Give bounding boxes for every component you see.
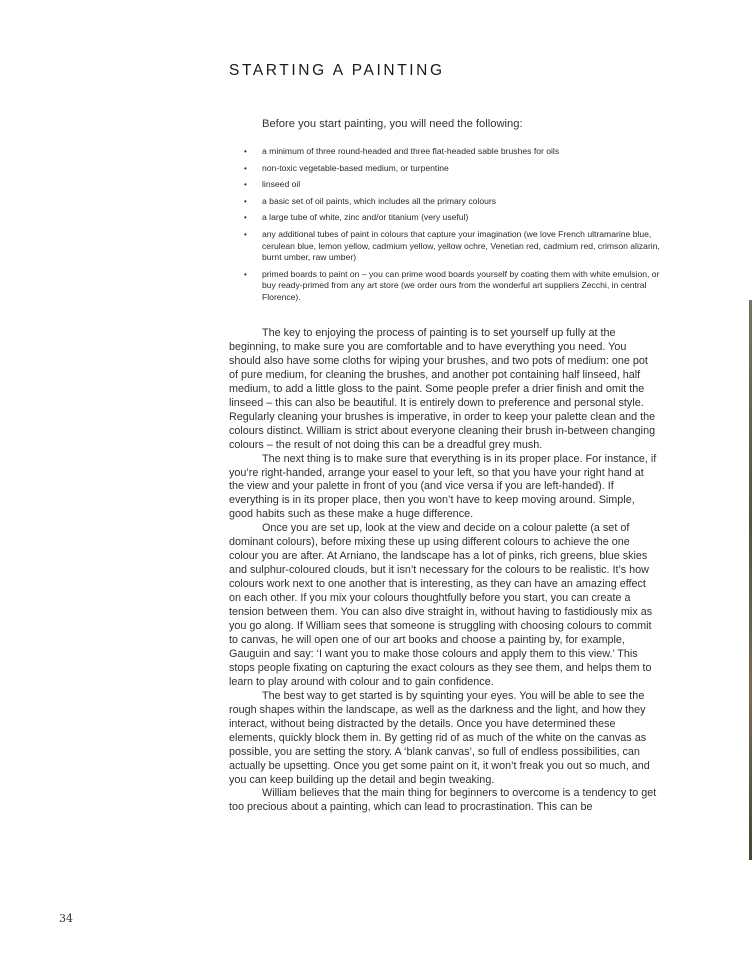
paragraph: William believes that the main thing for beginners to overcome is a tendency to get too precious about a painting, which can lead to procrastination. This can be xyxy=(229,787,657,814)
bullet-icon: • xyxy=(244,213,247,223)
page-number: 34 xyxy=(59,912,73,925)
list-item-text: any additional tubes of paint in colours that capture your imagination (we love French ultramarine blue, cerulean blue, lemon yellow, cadmium yellow, yellow ochre, Venetian red, cadmium red, crimson alizarin, burnt umber, raw umber) xyxy=(262,228,660,263)
list-item xyxy=(244,269,662,304)
body-text xyxy=(229,327,659,815)
list-item xyxy=(244,146,662,158)
paragraph: The next thing is to make sure that everything is in its proper place. For instance, if you’re right-handed, arrange your easel to your left, so that you have your right hand at the view and your palette in front of you (and vice versa if you are left-handed). If everything is in its proper place, then you won’t have to keep moving around. Simple, good habits such as these make a huge difference. xyxy=(229,452,657,521)
bullet-icon: • xyxy=(244,269,247,279)
page-title: STARTING A PAINTING xyxy=(229,62,445,79)
list-item xyxy=(244,212,662,224)
supplies-list xyxy=(244,146,662,309)
bullet-icon: • xyxy=(244,147,247,156)
bullet-icon: • xyxy=(244,196,247,206)
list-item-text: linseed oil xyxy=(262,179,301,190)
bullet-icon: • xyxy=(244,163,247,173)
paragraph: The best way to get started is by squinting your eyes. You will be able to see the rough shapes within the landscape, as well as the darkness and the light, and how they interact, without being distracted by the details. Once you have determined these elements, quickly block them in. By getting rid of as much of the white on the canvas as possible, you are setting the story. A ‘blank canvas’, so full of endless possibilities, can actually be upsetting. Once you get some paint on it, it won’t freak you out so much, and you can keep building up the detail and begin tweaking. xyxy=(229,689,650,786)
paragraph: Once you are set up, look at the view and decide on a colour palette (a set of dominant colours), before mixing these up using different colours to achieve the one colour you are after. At Arniano, the landscape has a lot of pinks, rich greens, blue skies and sulphur-coloured clouds, but it isn’t necessary for the colours to be realistic. It’s how colours work next to one another that is interesting, as they can have an amazing effect on each other. If you mix your colours thoughtfully before you start, you can create a tension between them. You can also dive straight in, without having to fastidiously mix as you go along. If William sees that someone is struggling with choosing colours to commit to canvas, he will open one of our art books and choose a painting by, for example, Gauguin and say: ‘I want you to make those colours and apply them to this view.’ This stops people fixating on capturing the exact colours as they see them, and helps them to learn to play around with colour and to gain confidence. xyxy=(229,522,653,688)
bullet-icon: • xyxy=(244,229,247,239)
intro-text: Before you start painting, you will need the following: xyxy=(262,118,523,130)
paragraph: The key to enjoying the process of painting is to set yourself up fully at the beginning, to make sure you are comfortable and to have everything you need. You should also have some cloths for wiping your brushes, and two pots of medium: one pot of pure medium, for cleaning the brushes, and another pot containing half linseed, half medium, to add a little gloss to the paint. Some people prefer a drier finish and omit the linseed – this can also be beautiful. It is entirely down to preference and personal style. Regularly cleaning your brushes is imperative, in order to keep your palette clean and the colours distinct. William is strict about everyone cleaning their brush in-between changing colours – the result of not doing this can be a dreadful grey mush. xyxy=(229,327,656,451)
list-item-text: a large tube of white, zinc and/or titanium (very useful) xyxy=(262,212,469,223)
list-item-text: primed boards to paint on – you can prime wood boards yourself by coating them with white emulsion, or buy ready-primed from any art store (we order ours from the wonderful art suppliers Zecchi, in central Florence). xyxy=(262,268,660,302)
list-item-text: a minimum of three round-headed and three flat-headed sable brushes for oils xyxy=(262,146,560,156)
list-item xyxy=(244,179,662,191)
list-item xyxy=(244,163,662,175)
list-item xyxy=(244,196,662,208)
bullet-icon: • xyxy=(244,180,247,190)
list-item xyxy=(244,229,662,264)
list-item-text: non-toxic vegetable-based medium, or turpentine xyxy=(262,162,449,173)
list-item-text: a basic set of oil paints, which includes all the primary colours xyxy=(262,195,497,206)
